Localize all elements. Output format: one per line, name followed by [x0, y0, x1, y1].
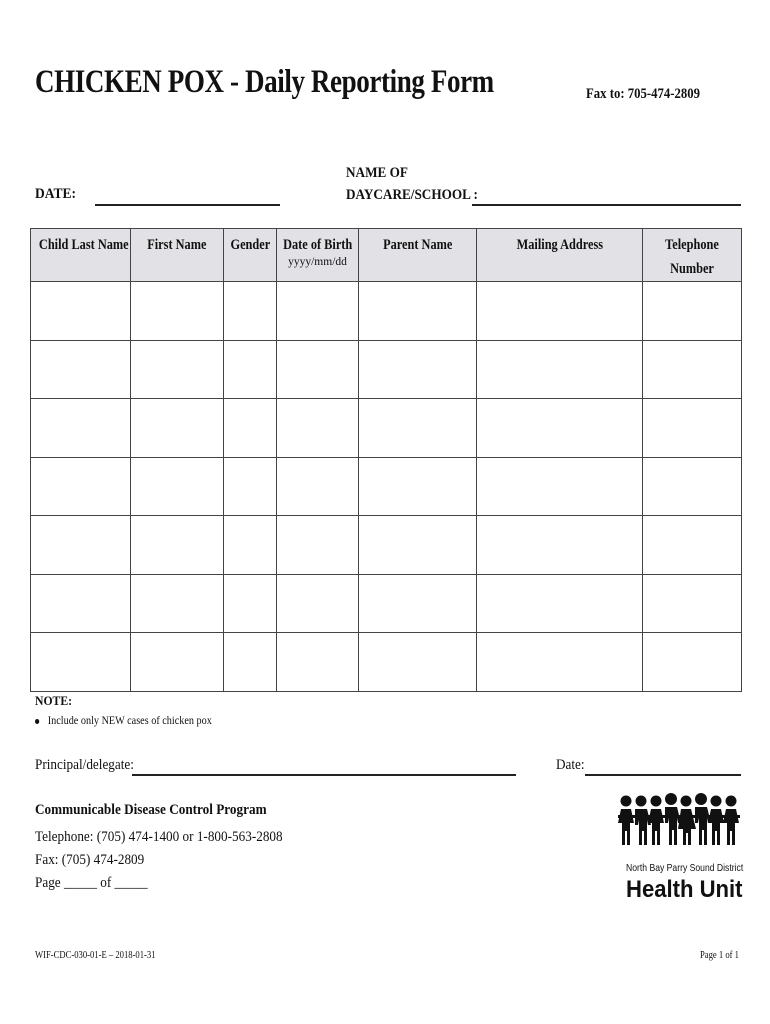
table-cell[interactable] — [477, 633, 643, 692]
table-cell[interactable] — [359, 516, 477, 575]
column-header-label: Gender — [230, 237, 270, 253]
table-cell[interactable] — [643, 399, 742, 458]
table-cell[interactable] — [477, 574, 643, 633]
table-cell[interactable] — [643, 633, 742, 692]
column-header — [131, 229, 224, 282]
table-cell[interactable] — [359, 282, 477, 341]
program-name: Communicable Disease Control Program — [35, 802, 267, 818]
table-cell[interactable] — [31, 574, 131, 633]
date-label: DATE: — [35, 186, 77, 202]
table-cell[interactable] — [131, 516, 224, 575]
note-heading: NOTE: — [35, 693, 73, 708]
column-header — [477, 229, 643, 282]
table-cell[interactable] — [31, 633, 131, 692]
table-row — [31, 516, 742, 575]
reporting-table — [30, 228, 742, 692]
table-cell[interactable] — [277, 633, 359, 692]
name-of-line2: DAYCARE/SCHOOL : — [346, 187, 478, 203]
table-cell[interactable] — [643, 340, 742, 399]
column-header — [643, 229, 742, 282]
note-bullet-text: Include only NEW cases of chicken pox — [47, 713, 212, 727]
program-telephone: Telephone: (705) 474-1400 or 1-800-563-2808 — [35, 829, 283, 845]
table-cell[interactable] — [359, 457, 477, 516]
column-header-label: First Name — [147, 237, 207, 253]
table-cell[interactable] — [359, 633, 477, 692]
table-cell[interactable] — [277, 399, 359, 458]
column-header-label: Mailing Address — [516, 237, 603, 253]
table-row — [31, 633, 742, 692]
table-row — [31, 282, 742, 341]
table-cell[interactable] — [477, 399, 643, 458]
table-header-row — [31, 229, 742, 282]
daycare-school-input-line[interactable] — [472, 204, 741, 206]
fax-number: Fax to: 705-474-2809 — [586, 86, 701, 102]
table-cell[interactable] — [477, 282, 643, 341]
table-cell[interactable] — [277, 340, 359, 399]
column-header — [224, 229, 277, 282]
table-cell[interactable] — [131, 399, 224, 458]
signoff-date-line[interactable] — [585, 774, 741, 776]
table-cell[interactable] — [359, 340, 477, 399]
table-cell[interactable] — [131, 282, 224, 341]
logo-subtitle: North Bay Parry Sound District — [626, 862, 744, 874]
table-row — [31, 399, 742, 458]
column-header-label: Date of Birth — [283, 237, 353, 253]
table-cell[interactable] — [277, 457, 359, 516]
column-header — [277, 229, 359, 282]
table-cell[interactable] — [224, 457, 277, 516]
table-cell[interactable] — [359, 574, 477, 633]
logo-name: Health Unit — [626, 876, 743, 903]
table-cell[interactable] — [224, 516, 277, 575]
program-fax: Fax: (705) 474-2809 — [35, 852, 145, 868]
table-cell[interactable] — [277, 574, 359, 633]
page-count: Page _____ of _____ — [35, 875, 148, 891]
table-cell[interactable] — [277, 516, 359, 575]
table-cell[interactable] — [31, 399, 131, 458]
table-cell[interactable] — [31, 282, 131, 341]
table-cell[interactable] — [643, 516, 742, 575]
column-header — [359, 229, 477, 282]
principal-signature-line[interactable] — [132, 774, 516, 776]
daycare-school-label — [346, 162, 478, 206]
column-header-format: yyyy/mm/dd — [288, 256, 347, 268]
form-code: WIF-CDC-030-01-E – 2018-01-31 — [35, 950, 156, 961]
table-cell[interactable] — [131, 633, 224, 692]
table-cell[interactable] — [131, 457, 224, 516]
bullet-icon — [35, 719, 39, 724]
column-header-label: Child Last Name — [38, 237, 129, 253]
figure-1 — [618, 796, 634, 846]
column-header-label: Parent Name — [382, 237, 453, 253]
program-contact — [35, 826, 283, 895]
table-cell[interactable] — [359, 399, 477, 458]
table-cell[interactable] — [643, 574, 742, 633]
table-cell[interactable] — [224, 574, 277, 633]
table-row — [31, 574, 742, 633]
table-cell[interactable] — [643, 282, 742, 341]
page-info: Page 1 of 1 — [700, 950, 739, 961]
table-body — [31, 282, 742, 692]
table-cell[interactable] — [31, 516, 131, 575]
table-row — [31, 457, 742, 516]
note-bullet — [35, 713, 212, 728]
column-header-label: Telephone Number — [665, 237, 719, 277]
date-input-line[interactable] — [95, 204, 280, 206]
form-title: CHICKEN POX - Daily Reporting Form — [35, 64, 494, 100]
table-cell[interactable] — [224, 633, 277, 692]
column-header — [31, 229, 131, 282]
table-cell[interactable] — [131, 574, 224, 633]
name-of-line1: NAME OF — [346, 165, 408, 181]
signoff-date-label: Date: — [556, 757, 585, 773]
table-cell[interactable] — [31, 457, 131, 516]
table-cell[interactable] — [477, 340, 643, 399]
table-cell[interactable] — [477, 516, 643, 575]
table-cell[interactable] — [643, 457, 742, 516]
table-cell[interactable] — [477, 457, 643, 516]
table-cell[interactable] — [224, 399, 277, 458]
table-cell[interactable] — [31, 340, 131, 399]
table-row — [31, 340, 742, 399]
table-cell[interactable] — [224, 282, 277, 341]
table-cell[interactable] — [277, 282, 359, 341]
principal-label: Principal/delegate: — [35, 757, 134, 773]
health-unit-logo-icon — [618, 793, 740, 855]
table-cell[interactable] — [224, 340, 277, 399]
table-cell[interactable] — [131, 340, 224, 399]
